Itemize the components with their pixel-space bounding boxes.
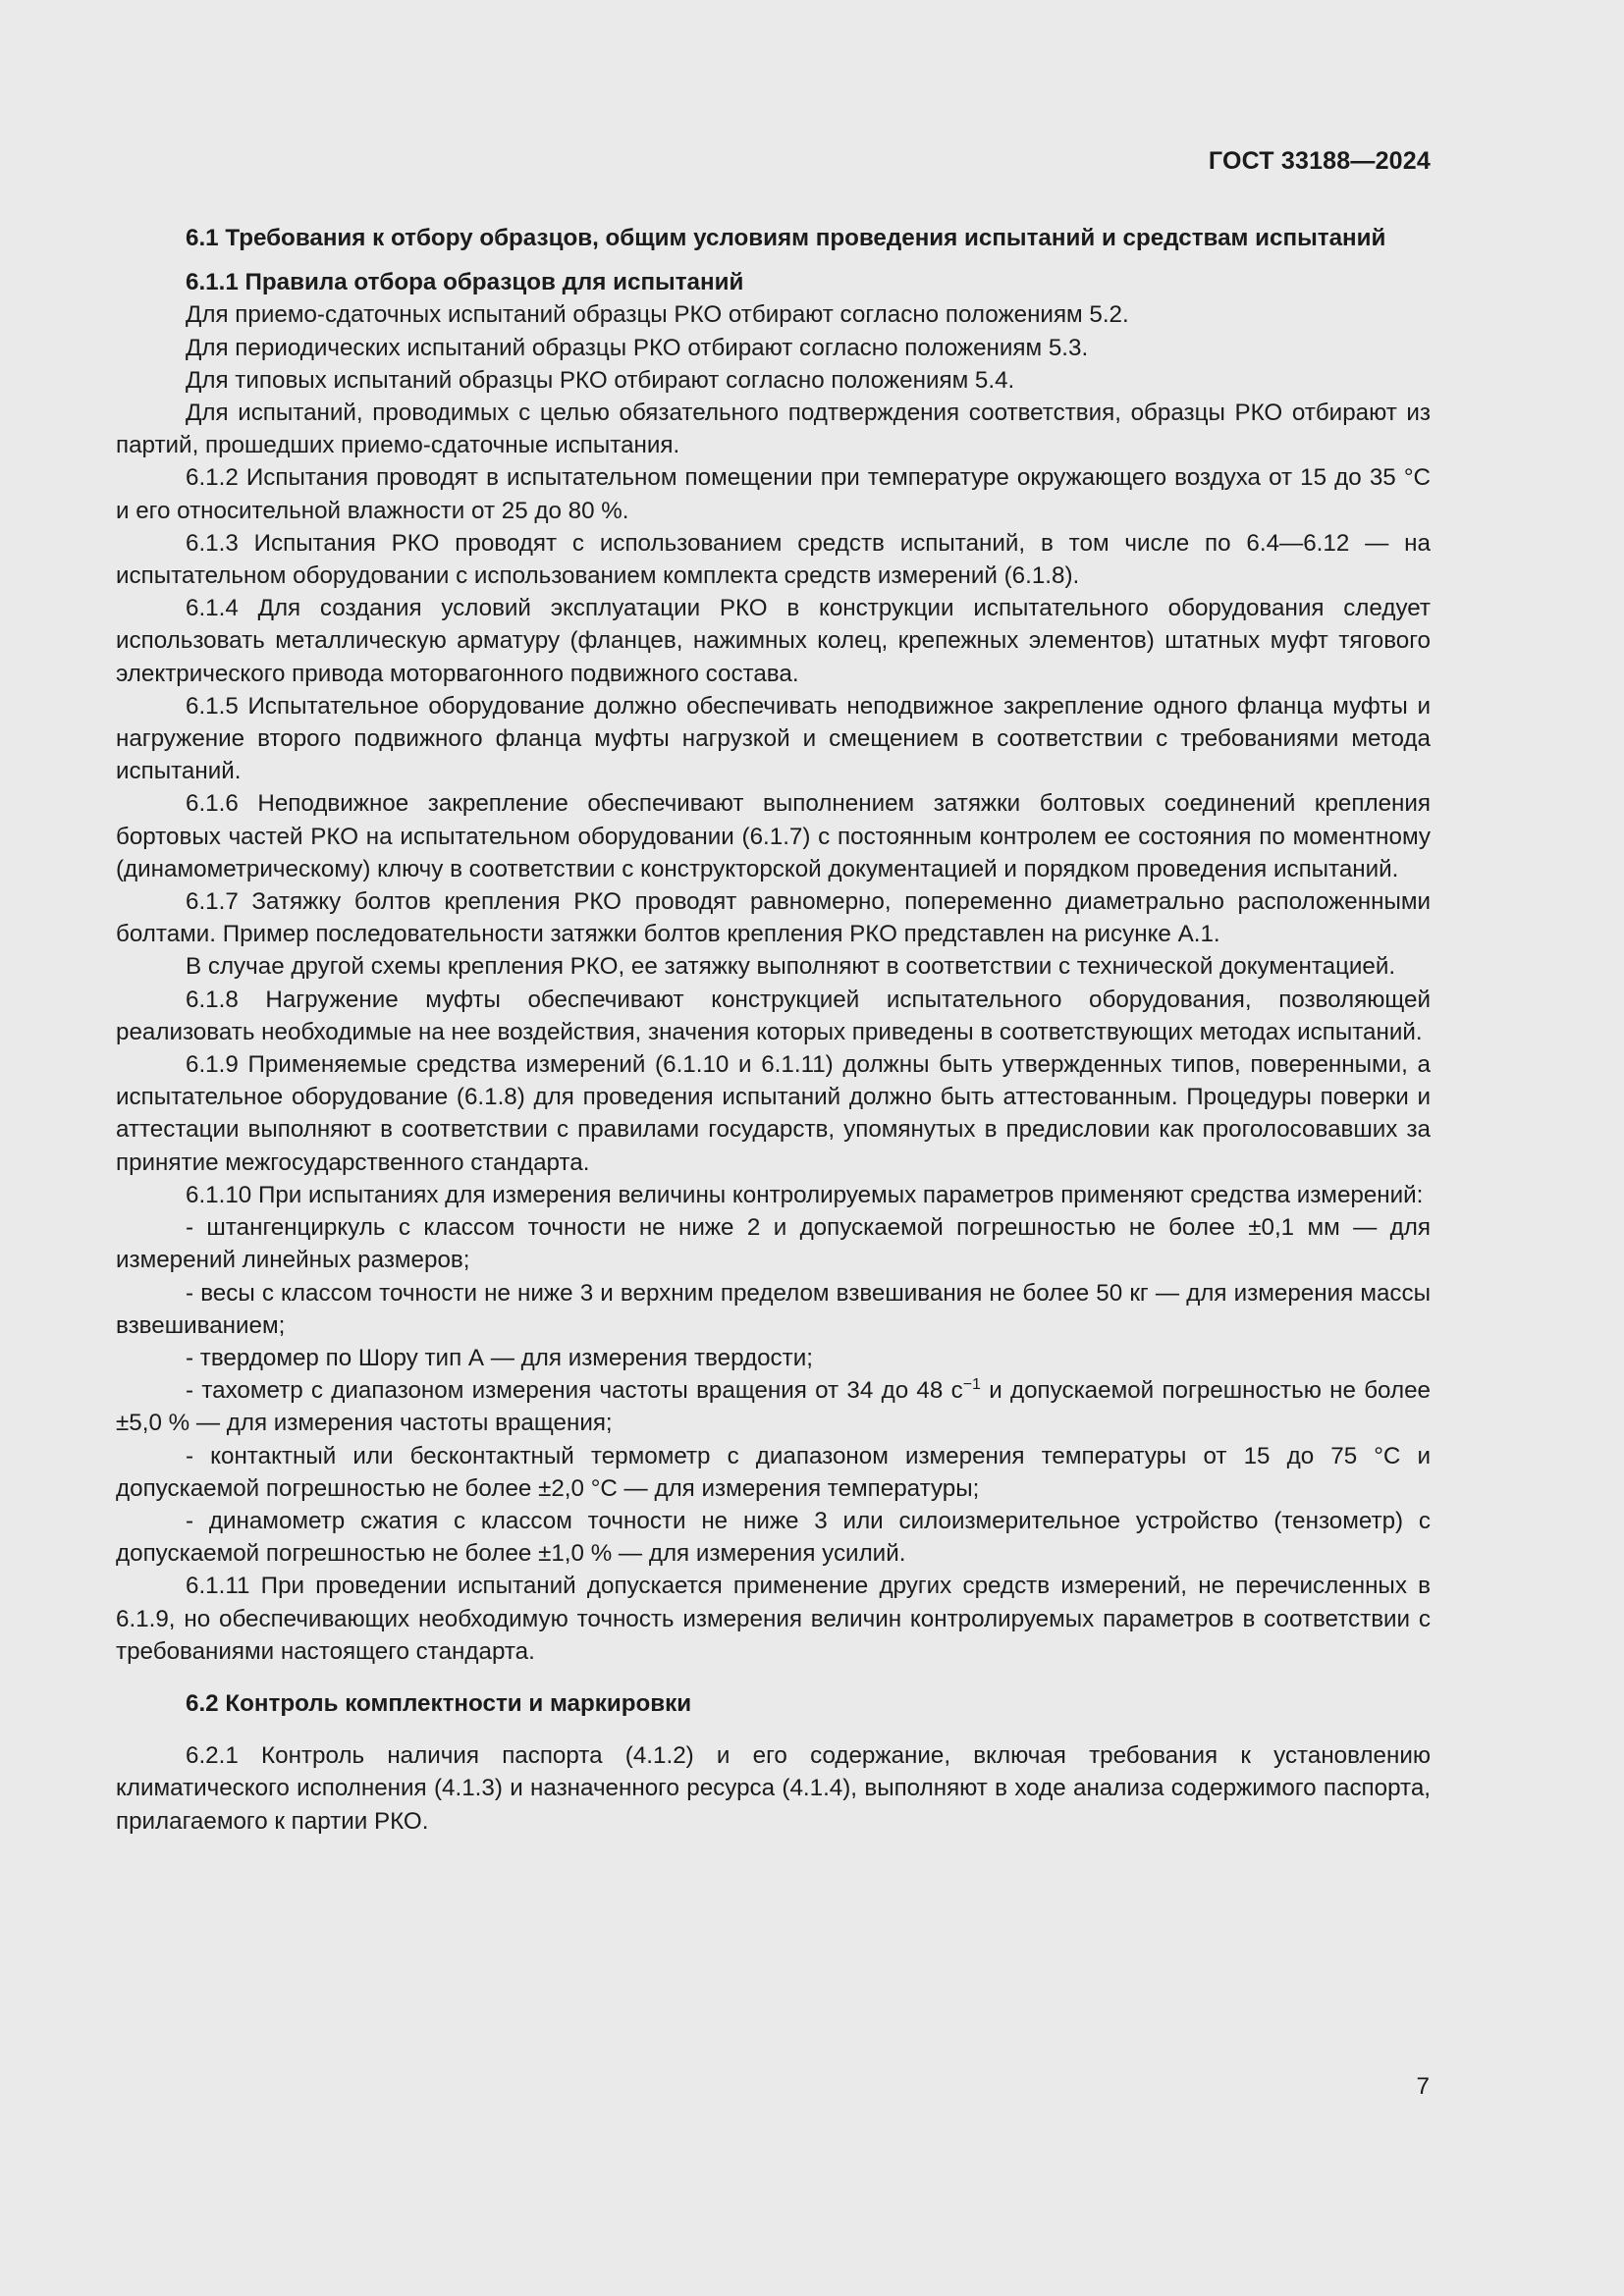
document-header-id: ГОСТ 33188—2024: [1208, 147, 1431, 175]
paragraph-6-1-1-periodic: Для периодических испытаний образцы РКО отбирают согласно положениям 5.3.: [186, 334, 1089, 361]
page-number: 7: [1416, 2073, 1430, 2100]
list-item-caliper: - штангенциркуль с классом точности не ниже 2 и допускаемой погрешностью не более ±0,1 мм — для измерений линейных размеров;: [116, 1214, 1431, 1274]
list-item-tachometer-exponent: −1: [962, 1376, 981, 1394]
list-item-dynamometer: - динамометр сжатия с классом точности не ниже 3 или силоизмерительное устройство (тензометр) с допускаемой погрешностью не более ±1,0 % — для измерения усилий.: [116, 1507, 1431, 1568]
paragraph-6-1-1-conformity: Для испытаний, проводимых с целью обязательного подтверждения соответствия, образцы РКО отбирают из партий, прошедших приемо-сдаточные испытания.: [116, 400, 1431, 459]
paragraph-6-2-1: 6.2.1 Контроль наличия паспорта (4.1.2) и его содержание, включая требования к установлению климатического исполнения (4.1.3) и назначенного ресурса (4.1.4), выполняют в ходе анализа содержимого паспорта, прилагаемого к партии РКО.: [116, 1742, 1431, 1835]
section-heading-6-1: 6.1 Требования к отбору образцов, общим условиям проведения испытаний и средствам испытаний: [186, 225, 1386, 251]
paragraph-6-1-7-other-scheme: В случае другой схемы крепления РКО, ее затяжку выполняют в соответствии с технической документацией.: [186, 953, 1396, 981]
list-item-scales: - весы с классом точности не ниже 3 и верхним пределом взвешивания не более 50 кг — для измерения массы взвешиванием;: [116, 1279, 1431, 1339]
paragraph-6-1-7: 6.1.7 Затяжку болтов крепления РКО проводят равномерно, попеременно диаметрально расположенными болтами. Пример последовательности затяжки болтов крепления РКО представлен на рисунке А.1.: [116, 888, 1431, 948]
paragraph-6-1-3: 6.1.3 Испытания РКО проводят с использованием средств испытаний, в том числе по 6.4—6.12 — на испытательном оборудовании с использованием комплекта средств измерений (6.1.8).: [116, 529, 1431, 590]
list-item-tachometer-part1: - тахометр с диапазоном измерения частоты вращения от 34 до 48 с: [186, 1377, 963, 1405]
paragraph-6-1-4: 6.1.4 Для создания условий эксплуатации РКО в конструкции испытательного оборудования следует использовать металлическую арматуру (фланцев, нажимных колец, крепежных элементов) штатных муфт тягового электрического привода моторвагонного подвижного состава.: [116, 595, 1431, 687]
paragraph-6-1-9: 6.1.9 Применяемые средства измерений (6.1.10 и 6.1.11) должны быть утвержденных типов, поверенными, а испытательное оборудование (6.1.8) для проведения испытаний должно быть аттестованным. Процедуры поверки и аттестации выполняют в соответствии с правилами государств, упомянутых в предисловии как проголосовавших за принятие межгосударственного стандарта.: [116, 1051, 1431, 1176]
document-body: [116, 222, 1431, 1838]
section-heading-6-2: 6.2 Контроль комплектности и маркировки: [186, 1689, 692, 1717]
list-item-durometer: - твердомер по Шору тип А — для измерения твердости;: [186, 1344, 813, 1371]
paragraph-6-1-11: 6.1.11 При проведении испытаний допускается применение других средств измерений, не перечисленных в 6.1.9, но обеспечивающих необходимую точность измерения величин контролируемых параметров в соответствии с требованиями настоящего стандарта.: [116, 1573, 1431, 1665]
list-item-thermometer: - контактный или бесконтактный термометр с диапазоном измерения температуры от 15 до 75 °С и допускаемой погрешностью не более ±2,0 °С — для измерения температуры;: [116, 1442, 1431, 1502]
subsection-heading-6-1-1: 6.1.1 Правила отбора образцов для испытаний: [186, 269, 744, 296]
paragraph-6-1-10: 6.1.10 При испытаниях для измерения величины контролируемых параметров применяют средства измерений:: [186, 1181, 1424, 1208]
paragraph-6-1-6: 6.1.6 Неподвижное закрепление обеспечивают выполнением затяжки болтовых соединений крепления бортовых частей РКО на испытательном оборудовании (6.1.7) с постоянным контролем ее состояния по моментному (динамометрическому) ключу в соответствии с конструкторской документацией и порядком проведения испытаний.: [116, 790, 1431, 882]
list-item-tachometer: [116, 1374, 1431, 1439]
paragraph-6-1-8: 6.1.8 Нагружение муфты обеспечивают конструкцией испытательного оборудования, позволяющей реализовать необходимые на нее воздействия, значения которых приведены в соответствующих методах испытаний.: [116, 986, 1431, 1045]
paragraph-6-1-2: 6.1.2 Испытания проводят в испытательном помещении при температуре окружающего воздуха от 15 до 35 °С и его относительной влажности от 25 до 80 %.: [116, 464, 1431, 524]
paragraph-6-1-1-type: Для типовых испытаний образцы РКО отбирают согласно положениям 5.4.: [186, 366, 1015, 394]
paragraph-6-1-1-acceptance: Для приемо-сдаточных испытаний образцы РКО отбирают согласно положениям 5.2.: [186, 301, 1129, 329]
list-item-tachometer-part2: и допускаемой погрешностью не более ±5,0 % — для измерения частоты вращения;: [116, 1377, 1431, 1437]
paragraph-6-1-5: 6.1.5 Испытательное оборудование должно обеспечивать неподвижное закрепление одного фланца муфты и нагружение второго подвижного фланца муфты нагрузкой и смещением в соответствии с требованиями метода испытаний.: [116, 692, 1431, 785]
